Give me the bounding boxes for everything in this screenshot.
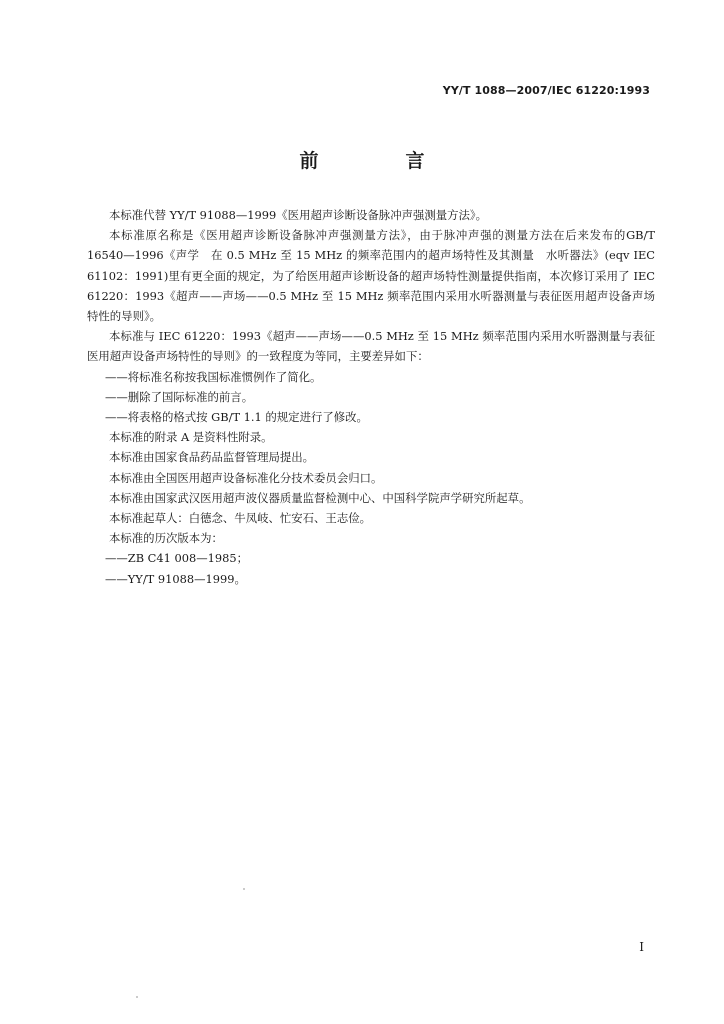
paragraph-history: 本标准的历次版本为： [109,531,223,546]
foreword-body [87,205,655,589]
history-item-2: ——YY/T 91088—1999。 [105,571,246,586]
paragraph-drafted-by: 本标准由国家武汉医用超声波仪器质量监督检测中心、中国科学院声学研究所起草。 [109,490,531,505]
paragraph-replaces: 本标准代替 YY/T 91088—1999《医用超声诊断设备脉冲声强测量方法》。 [109,208,488,222]
history-item-1: ——ZB C41 008—1985； [105,551,249,566]
paragraph-original-name: 本标准原名称是《医用超声诊断设备脉冲声强测量方法》，由于脉冲声强的测量方法在后来发布的GB/T 16540—1996《声学 在 0.5 MHz 至 15 MHz 的频率范围内的超声场特性及其测量 水听器法》(eqv IEC 61102：1991)里有更全面的规定，为了给医用超声诊断设备的超声场特性测量提供指南，本次修订采用了 IEC 61220：1993《超声——声场——0.5 MHz 至 15 MHz 频率范围内采用水听器测量与表征医用超声设备声场特性的导则》。 [87,228,655,324]
scan-speck [243,888,245,890]
paragraph-drafters: 本标准起草人：白德念、牛凤岐、忙安石、王志俭。 [109,511,371,526]
standard-code: YY/T 1088—2007/IEC 61220:1993 [442,84,650,97]
difference-item-3: ——将表格的格式按 GB/T 1.1 的规定进行了修改。 [105,410,368,425]
difference-item-1: ——将标准名称按我国标准惯例作了简化。 [105,369,322,384]
page-number: I [639,940,644,954]
paragraph-centralized-by: 本标准由全国医用超声设备标准化分技术委员会归口。 [109,470,383,485]
difference-item-2: ——删除了国际标准的前言。 [105,389,254,404]
paragraph-proposed-by: 本标准由国家食品药品监督管理局提出。 [109,450,315,465]
paragraph-appendix: 本标准的附录 A 是资料性附录。 [109,430,273,445]
scan-speck [136,996,138,998]
page-title: 前 言 [299,150,459,172]
paragraph-equivalence: 本标准与 IEC 61220：1993《超声——声场——0.5 MHz 至 15 MHz 频率范围内采用水听器测量与表征医用超声设备声场特性的导则》的一致程度为等同，主要差异如下： [87,329,655,364]
